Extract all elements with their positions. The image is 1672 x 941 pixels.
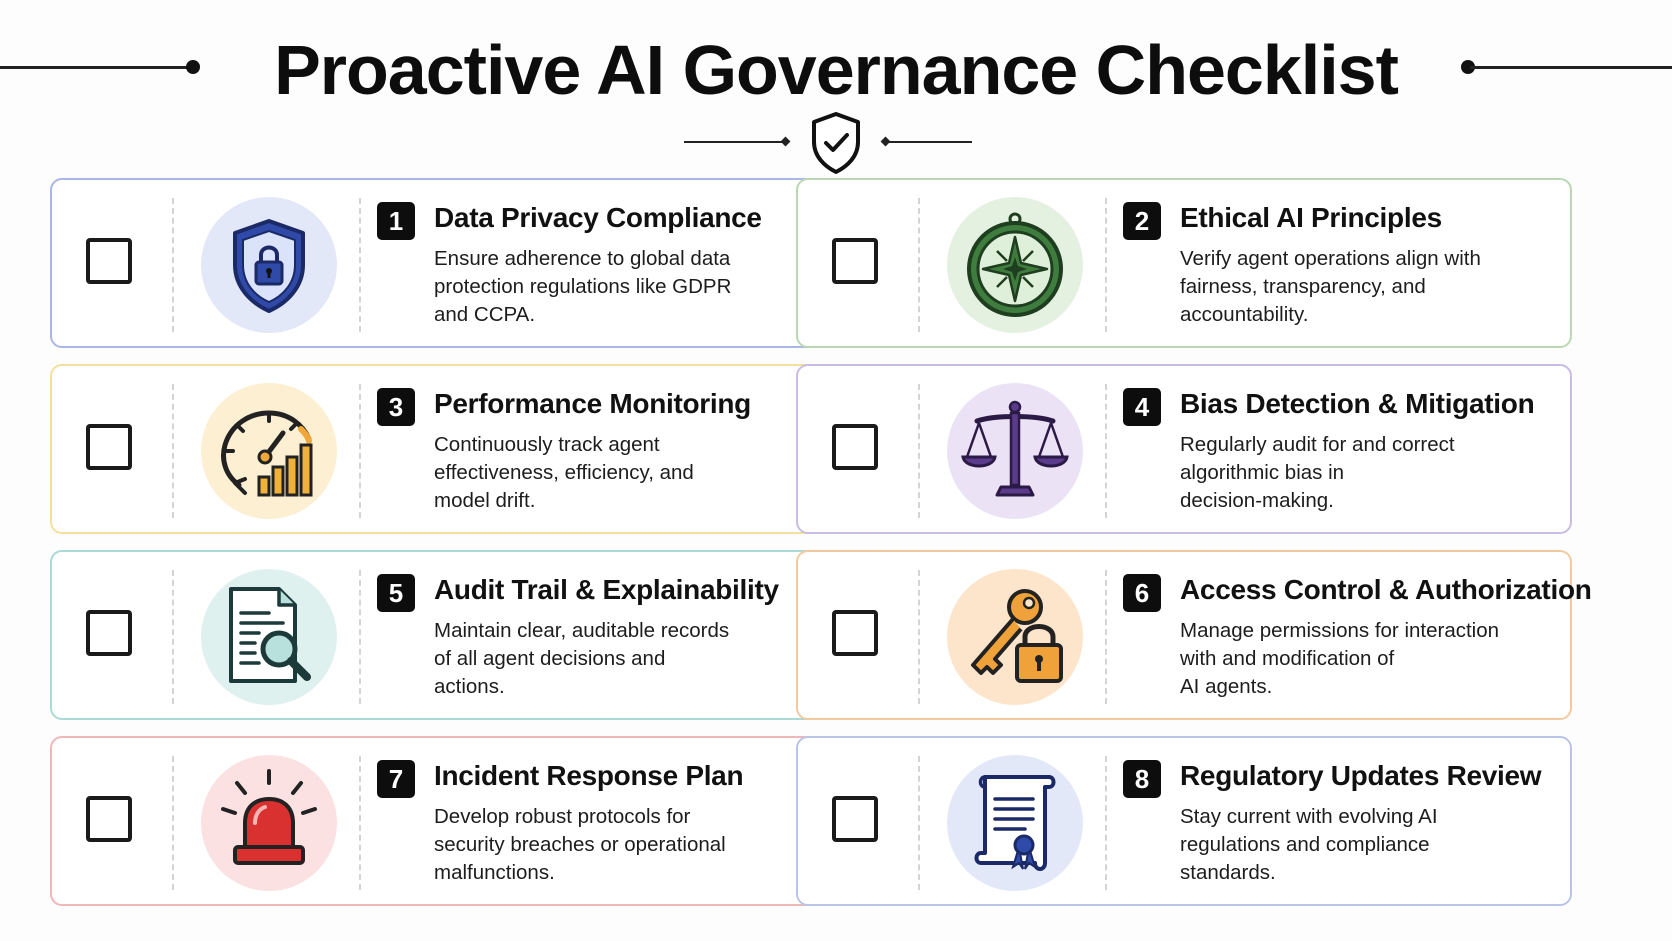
item-title: Bias Detection & Mitigation xyxy=(1180,388,1535,419)
card-divider xyxy=(359,198,361,332)
item-number-badge: 8 xyxy=(1123,760,1161,798)
item-number-badge: 6 xyxy=(1123,574,1161,612)
card-divider xyxy=(1105,570,1107,704)
item-title: Incident Response Plan xyxy=(434,760,744,791)
item-title: Regulatory Updates Review xyxy=(1180,760,1542,791)
document-search-icon xyxy=(209,577,329,697)
alarm-siren-icon xyxy=(209,763,329,883)
card-icon-circle xyxy=(201,569,337,705)
card-icon-circle xyxy=(947,569,1083,705)
card-icon-circle xyxy=(947,383,1083,519)
item-number-badge: 5 xyxy=(377,574,415,612)
checklist-checkbox-8[interactable] xyxy=(832,796,878,842)
card-divider xyxy=(918,198,920,332)
shield-lock-icon xyxy=(209,205,329,325)
checklist-card-1 xyxy=(50,178,826,348)
item-title: Access Control & Authorization xyxy=(1180,574,1592,605)
checklist-card-7 xyxy=(50,736,826,906)
checklist-grid xyxy=(50,178,1622,906)
checklist-card-6 xyxy=(796,550,1592,720)
header xyxy=(0,0,1672,175)
card-divider xyxy=(918,756,920,890)
card-divider xyxy=(918,384,920,518)
card-icon-circle xyxy=(201,755,337,891)
item-number-badge: 4 xyxy=(1123,388,1161,426)
card-divider xyxy=(918,570,920,704)
sub-rule-left xyxy=(684,141,786,143)
item-description: Maintain clear, auditable records of all agent decisions and actions. xyxy=(434,619,730,698)
item-title: Data Privacy Compliance xyxy=(434,202,762,233)
checklist-checkbox-7[interactable] xyxy=(86,796,132,842)
card-icon-circle xyxy=(201,383,337,519)
item-number-badge: 1 xyxy=(377,202,415,240)
balance-scale-icon xyxy=(955,391,1075,511)
checklist-card-2 xyxy=(796,178,1572,348)
item-number-badge: 3 xyxy=(377,388,415,426)
sub-rule-right xyxy=(886,141,972,143)
checklist-checkbox-1[interactable] xyxy=(86,238,132,284)
shield-check-icon xyxy=(806,110,866,176)
card-divider xyxy=(172,384,174,518)
item-title: Performance Monitoring xyxy=(434,388,751,419)
card-icon-circle xyxy=(947,755,1083,891)
card-divider xyxy=(1105,756,1107,890)
item-description: Stay current with evolving AI regulations and compliance standards. xyxy=(1180,805,1438,884)
item-number-badge: 7 xyxy=(377,760,415,798)
checklist-checkbox-6[interactable] xyxy=(832,610,878,656)
card-divider xyxy=(172,198,174,332)
compass-icon xyxy=(955,205,1075,325)
card-divider xyxy=(1105,198,1107,332)
item-description: Regularly audit for and correct algorithmic bias in decision-making. xyxy=(1180,433,1455,512)
item-title: Ethical AI Principles xyxy=(1180,202,1442,233)
checklist-card-8 xyxy=(796,736,1572,906)
card-divider xyxy=(359,384,361,518)
card-divider xyxy=(172,756,174,890)
card-icon-circle xyxy=(947,197,1083,333)
checklist-card-3 xyxy=(50,364,826,534)
card-divider xyxy=(172,570,174,704)
card-divider xyxy=(359,570,361,704)
certificate-scroll-icon xyxy=(955,763,1075,883)
key-padlock-icon xyxy=(955,577,1075,697)
card-divider xyxy=(1105,384,1107,518)
checklist-card-5 xyxy=(50,550,826,720)
card-icon-circle xyxy=(201,197,337,333)
item-description: Develop robust protocols for security breaches or operational malfunctions. xyxy=(434,805,726,884)
item-description: Ensure adherence to global data protection regulations like GDPR and CCPA. xyxy=(434,247,732,326)
checklist-card-4 xyxy=(796,364,1572,534)
item-description: Continuously track agent effectiveness, efficiency, and model drift. xyxy=(434,433,694,512)
item-description: Verify agent operations align with fairness, transparency, and accountability. xyxy=(1180,247,1481,326)
sub-rule-left-diamond xyxy=(781,137,791,147)
item-number-badge: 2 xyxy=(1123,202,1161,240)
checklist-checkbox-2[interactable] xyxy=(832,238,878,284)
page-title: Proactive AI Governance Checklist xyxy=(274,31,1398,109)
speedometer-chart-icon xyxy=(209,391,329,511)
item-description: Manage permissions for interaction with and modification of AI agents. xyxy=(1180,619,1500,698)
item-title: Audit Trail & Explainability xyxy=(434,574,779,605)
title-rule-right xyxy=(1470,66,1672,69)
card-divider xyxy=(359,756,361,890)
checklist-checkbox-3[interactable] xyxy=(86,424,132,470)
checklist-checkbox-5[interactable] xyxy=(86,610,132,656)
checklist-checkbox-4[interactable] xyxy=(832,424,878,470)
